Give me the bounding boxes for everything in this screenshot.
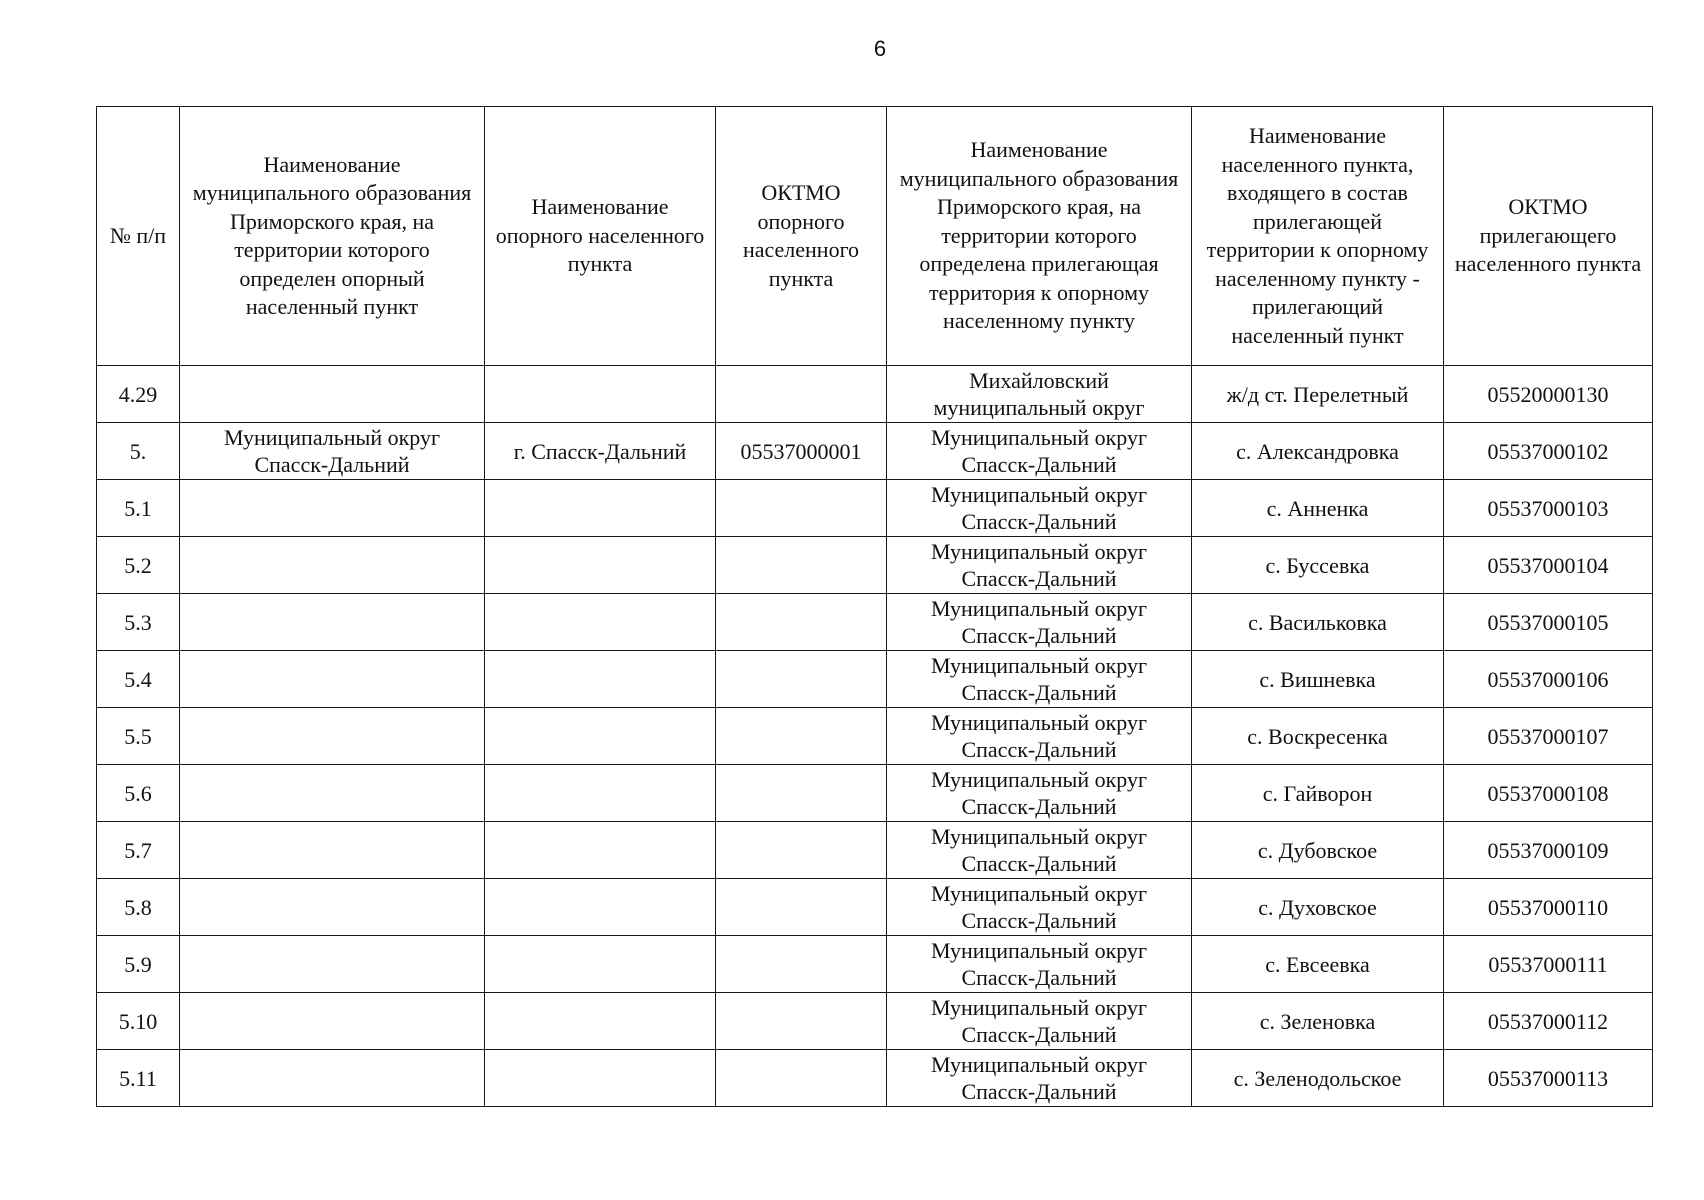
cell-hub-oktmo bbox=[716, 879, 887, 936]
cell-adjacent-oktmo: 05537000107 bbox=[1444, 708, 1653, 765]
cell-adjacent-municipality: Муниципальный округ Спасск-Дальний bbox=[887, 879, 1192, 936]
table-row bbox=[97, 822, 1653, 879]
cell-hub-oktmo bbox=[716, 537, 887, 594]
cell-municipality bbox=[180, 822, 485, 879]
cell-adjacent-oktmo: 05537000108 bbox=[1444, 765, 1653, 822]
cell-hub-settlement bbox=[485, 1050, 716, 1107]
cell-adjacent-municipality: Муниципальный округ Спасск-Дальний bbox=[887, 765, 1192, 822]
cell-hub-settlement bbox=[485, 366, 716, 423]
header-cell-hub-settlement: Наименование опорного населенного пункта bbox=[485, 107, 716, 366]
cell-number: 5.6 bbox=[97, 765, 180, 822]
table-row bbox=[97, 423, 1653, 480]
cell-adjacent-oktmo: 05537000109 bbox=[1444, 822, 1653, 879]
cell-adjacent-settlement: с. Александровка bbox=[1192, 423, 1444, 480]
cell-adjacent-settlement: ж/д ст. Перелетный bbox=[1192, 366, 1444, 423]
cell-adjacent-settlement: с. Гайворон bbox=[1192, 765, 1444, 822]
cell-adjacent-oktmo: 05537000102 bbox=[1444, 423, 1653, 480]
cell-adjacent-oktmo: 05537000104 bbox=[1444, 537, 1653, 594]
header-row bbox=[97, 107, 1653, 366]
cell-hub-oktmo bbox=[716, 594, 887, 651]
cell-adjacent-oktmo: 05537000106 bbox=[1444, 651, 1653, 708]
header-cell-adjacent-settlement: Наименование населенного пункта, входящего в состав прилегающей территории к опорному населенному пункту - прилегающий населенный пункт bbox=[1192, 107, 1444, 366]
cell-adjacent-settlement: с. Буссевка bbox=[1192, 537, 1444, 594]
cell-adjacent-settlement: с. Анненка bbox=[1192, 480, 1444, 537]
page-number: 6 bbox=[873, 36, 887, 61]
table-row bbox=[97, 594, 1653, 651]
table-row bbox=[97, 765, 1653, 822]
cell-adjacent-settlement: с. Евсеевка bbox=[1192, 936, 1444, 993]
cell-adjacent-municipality: Михайловский муниципальный округ bbox=[887, 366, 1192, 423]
cell-hub-oktmo bbox=[716, 993, 887, 1050]
header-cell-municipality: Наименование муниципального образования Приморского края, на территории которого определен опорный населенный пункт bbox=[180, 107, 485, 366]
table-row bbox=[97, 480, 1653, 537]
cell-adjacent-oktmo: 05520000130 bbox=[1444, 366, 1653, 423]
cell-adjacent-settlement: с. Зеленовка bbox=[1192, 993, 1444, 1050]
cell-adjacent-settlement: с. Зеленодольское bbox=[1192, 1050, 1444, 1107]
cell-hub-oktmo bbox=[716, 936, 887, 993]
table-row bbox=[97, 537, 1653, 594]
cell-adjacent-municipality: Муниципальный округ Спасск-Дальний bbox=[887, 423, 1192, 480]
cell-hub-settlement bbox=[485, 708, 716, 765]
cell-number: 4.29 bbox=[97, 366, 180, 423]
cell-hub-settlement bbox=[485, 822, 716, 879]
cell-number: 5.9 bbox=[97, 936, 180, 993]
cell-number: 5.8 bbox=[97, 879, 180, 936]
cell-number: 5.5 bbox=[97, 708, 180, 765]
table-row bbox=[97, 993, 1653, 1050]
cell-hub-settlement bbox=[485, 480, 716, 537]
table-row bbox=[97, 651, 1653, 708]
cell-municipality bbox=[180, 879, 485, 936]
table-row bbox=[97, 936, 1653, 993]
cell-adjacent-municipality: Муниципальный округ Спасск-Дальний bbox=[887, 651, 1192, 708]
settlements-table bbox=[96, 106, 1653, 1107]
cell-adjacent-municipality: Муниципальный округ Спасск-Дальний bbox=[887, 708, 1192, 765]
table-row bbox=[97, 366, 1653, 423]
cell-number: 5. bbox=[97, 423, 180, 480]
cell-hub-oktmo bbox=[716, 480, 887, 537]
cell-adjacent-settlement: с. Вишневка bbox=[1192, 651, 1444, 708]
cell-adjacent-settlement: с. Воскресенка bbox=[1192, 708, 1444, 765]
cell-municipality bbox=[180, 537, 485, 594]
cell-hub-settlement bbox=[485, 651, 716, 708]
cell-municipality bbox=[180, 1050, 485, 1107]
cell-adjacent-oktmo: 05537000112 bbox=[1444, 993, 1653, 1050]
cell-adjacent-municipality: Муниципальный округ Спасск-Дальний bbox=[887, 594, 1192, 651]
cell-adjacent-oktmo: 05537000110 bbox=[1444, 879, 1653, 936]
cell-adjacent-oktmo: 05537000103 bbox=[1444, 480, 1653, 537]
cell-adjacent-settlement: с. Дубовское bbox=[1192, 822, 1444, 879]
table-row bbox=[97, 879, 1653, 936]
cell-hub-oktmo bbox=[716, 651, 887, 708]
cell-hub-settlement: г. Спасск-Дальний bbox=[485, 423, 716, 480]
cell-number: 5.2 bbox=[97, 537, 180, 594]
cell-number: 5.11 bbox=[97, 1050, 180, 1107]
cell-adjacent-municipality: Муниципальный округ Спасск-Дальний bbox=[887, 537, 1192, 594]
cell-hub-oktmo bbox=[716, 765, 887, 822]
cell-number: 5.7 bbox=[97, 822, 180, 879]
cell-adjacent-municipality: Муниципальный округ Спасск-Дальний bbox=[887, 993, 1192, 1050]
table-header bbox=[97, 107, 1653, 366]
cell-hub-settlement bbox=[485, 537, 716, 594]
cell-municipality: Муниципальный округ Спасск-Дальний bbox=[180, 423, 485, 480]
header-cell-adjacent-municipality: Наименование муниципального образования Приморского края, на территории которого определена прилегающая территория к опорному населенному пункту bbox=[887, 107, 1192, 366]
cell-number: 5.4 bbox=[97, 651, 180, 708]
table-row bbox=[97, 1050, 1653, 1107]
cell-municipality bbox=[180, 708, 485, 765]
cell-adjacent-settlement: с. Духовское bbox=[1192, 879, 1444, 936]
cell-number: 5.1 bbox=[97, 480, 180, 537]
cell-municipality bbox=[180, 993, 485, 1050]
cell-municipality bbox=[180, 594, 485, 651]
table-row bbox=[97, 708, 1653, 765]
cell-hub-oktmo bbox=[716, 822, 887, 879]
header-cell-adjacent-oktmo: ОКТМО прилегающего населенного пункта bbox=[1444, 107, 1653, 366]
cell-municipality bbox=[180, 936, 485, 993]
cell-hub-settlement bbox=[485, 993, 716, 1050]
cell-hub-settlement bbox=[485, 765, 716, 822]
cell-hub-settlement bbox=[485, 936, 716, 993]
header-cell-hub-oktmo: ОКТМО опорного населенного пункта bbox=[716, 107, 887, 366]
cell-adjacent-municipality: Муниципальный округ Спасск-Дальний bbox=[887, 480, 1192, 537]
cell-municipality bbox=[180, 480, 485, 537]
table-body bbox=[97, 366, 1653, 1107]
cell-hub-oktmo bbox=[716, 366, 887, 423]
cell-adjacent-oktmo: 05537000113 bbox=[1444, 1050, 1653, 1107]
cell-adjacent-municipality: Муниципальный округ Спасск-Дальний bbox=[887, 822, 1192, 879]
cell-adjacent-settlement: с. Васильковка bbox=[1192, 594, 1444, 651]
cell-number: 5.10 bbox=[97, 993, 180, 1050]
header-cell-number: № п/п bbox=[97, 107, 180, 366]
cell-hub-settlement bbox=[485, 594, 716, 651]
cell-adjacent-oktmo: 05537000111 bbox=[1444, 936, 1653, 993]
cell-hub-oktmo: 05537000001 bbox=[716, 423, 887, 480]
cell-hub-oktmo bbox=[716, 708, 887, 765]
cell-adjacent-oktmo: 05537000105 bbox=[1444, 594, 1653, 651]
cell-adjacent-municipality: Муниципальный округ Спасск-Дальний bbox=[887, 1050, 1192, 1107]
cell-municipality bbox=[180, 651, 485, 708]
cell-hub-settlement bbox=[485, 879, 716, 936]
cell-adjacent-municipality: Муниципальный округ Спасск-Дальний bbox=[887, 936, 1192, 993]
cell-municipality bbox=[180, 765, 485, 822]
cell-hub-oktmo bbox=[716, 1050, 887, 1107]
cell-municipality bbox=[180, 366, 485, 423]
cell-number: 5.3 bbox=[97, 594, 180, 651]
